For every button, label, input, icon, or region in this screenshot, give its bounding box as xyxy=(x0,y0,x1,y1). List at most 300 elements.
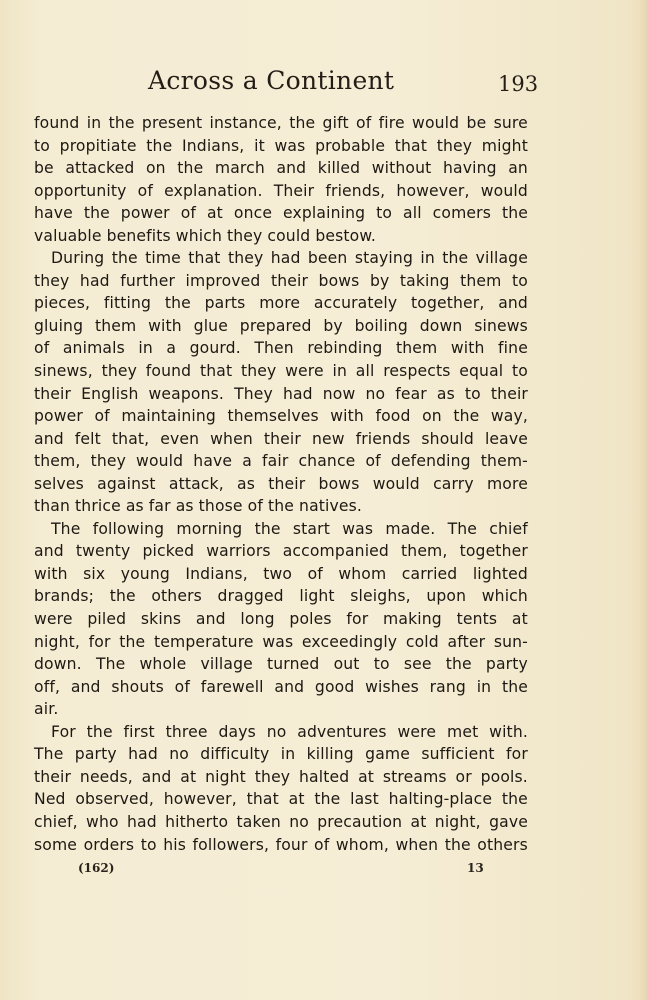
word: and xyxy=(276,159,307,178)
word: at xyxy=(206,204,223,223)
word: found xyxy=(145,362,192,381)
word: gift xyxy=(322,114,349,132)
word: of xyxy=(307,564,323,583)
word: and xyxy=(141,767,172,786)
word: them- xyxy=(480,452,528,471)
word: in xyxy=(332,362,348,381)
word: themselves xyxy=(227,407,319,426)
word: killed xyxy=(317,159,361,178)
word: pools. xyxy=(480,767,528,786)
word: glue xyxy=(193,316,228,335)
text-line xyxy=(34,430,528,453)
word: they xyxy=(90,452,126,471)
word: time xyxy=(145,249,181,268)
word: to xyxy=(376,204,393,223)
word: Then xyxy=(254,339,294,358)
text-line xyxy=(34,633,528,656)
text-line xyxy=(34,836,528,859)
word: was xyxy=(342,519,374,538)
word: cold xyxy=(405,632,439,651)
word: at xyxy=(288,790,305,809)
text-line xyxy=(34,497,528,520)
text-line xyxy=(34,475,528,498)
word: the xyxy=(453,407,480,426)
text-line xyxy=(34,813,528,836)
word: more xyxy=(486,474,528,493)
word: During xyxy=(51,249,105,268)
page-edge xyxy=(637,0,647,1000)
word: to xyxy=(34,136,50,155)
word: as xyxy=(237,474,256,493)
word: had xyxy=(270,249,301,268)
word: of xyxy=(356,114,372,132)
text-line xyxy=(34,227,528,250)
word: boiling xyxy=(354,316,408,335)
text-line xyxy=(34,407,528,430)
word: found xyxy=(34,114,80,132)
word: have xyxy=(193,452,233,471)
word: lighted xyxy=(472,564,528,583)
word: would xyxy=(372,474,420,493)
word: precaution xyxy=(317,812,403,831)
word: fitting xyxy=(103,294,152,313)
word: parts xyxy=(204,294,246,313)
word: halted xyxy=(299,767,350,786)
word: exceedingly xyxy=(301,632,398,651)
word: when xyxy=(395,835,439,854)
word: of xyxy=(174,677,190,696)
running-title: Across a Continent xyxy=(148,66,395,95)
word: to xyxy=(373,655,390,674)
word: the xyxy=(501,204,528,223)
page-footer xyxy=(0,861,647,881)
word: more xyxy=(259,294,301,313)
word: sun- xyxy=(493,632,528,651)
word: hitherto xyxy=(165,812,229,831)
word: been xyxy=(307,249,348,268)
word: friends xyxy=(355,429,411,448)
word: four xyxy=(275,835,308,854)
word: with. xyxy=(489,722,528,741)
word: two xyxy=(263,564,293,583)
word: of xyxy=(34,339,50,358)
word: chief xyxy=(489,519,528,538)
word: had xyxy=(79,271,110,290)
word: days xyxy=(218,722,256,741)
word: of xyxy=(137,181,153,200)
word: in xyxy=(280,745,296,764)
text-line xyxy=(34,678,528,701)
word: by xyxy=(369,271,390,290)
word: for xyxy=(346,610,369,629)
word: selves xyxy=(34,474,84,493)
word: some xyxy=(34,835,78,854)
word: present xyxy=(141,114,203,132)
word: pieces, xyxy=(34,294,91,313)
word: followers, xyxy=(192,835,270,854)
word: sinews xyxy=(474,316,528,335)
word: their xyxy=(490,384,528,403)
word: and xyxy=(34,429,64,448)
word: fire xyxy=(378,114,405,132)
word: with xyxy=(450,339,485,358)
word: Their xyxy=(273,181,315,200)
word: attack, xyxy=(168,474,224,493)
word: the xyxy=(146,136,173,155)
word: valuable xyxy=(34,226,102,245)
word: difficulty xyxy=(200,745,270,764)
word: see xyxy=(403,655,432,674)
text-line xyxy=(34,249,528,272)
word: game xyxy=(365,745,410,764)
word: piled xyxy=(87,610,127,629)
word: fine xyxy=(498,339,528,358)
word: brands; xyxy=(34,587,95,606)
text-line xyxy=(34,272,528,295)
word: attacked xyxy=(65,159,135,178)
word: might xyxy=(481,136,528,155)
word: their xyxy=(270,271,309,290)
word: them, xyxy=(401,542,448,561)
word: the xyxy=(268,497,295,516)
word: friends, xyxy=(325,181,386,200)
word: were xyxy=(34,610,73,629)
word: in xyxy=(138,339,153,358)
word: turned xyxy=(267,655,320,674)
text-line xyxy=(34,159,528,182)
word: at xyxy=(358,767,375,786)
word: those xyxy=(198,497,243,516)
word: for xyxy=(505,745,528,764)
word: the xyxy=(119,632,146,651)
text-line xyxy=(34,385,528,408)
word: and xyxy=(195,610,226,629)
text-line xyxy=(34,204,528,227)
word: halting-place xyxy=(388,790,493,809)
word: good xyxy=(314,677,355,696)
text-line xyxy=(34,542,528,565)
word: last xyxy=(350,790,379,809)
word: them xyxy=(460,271,502,290)
word: to xyxy=(511,271,528,290)
word: explaining xyxy=(283,204,366,223)
word: first xyxy=(123,722,155,741)
word: they xyxy=(436,136,473,155)
word: on xyxy=(422,407,442,426)
word: others xyxy=(151,587,202,606)
word: start xyxy=(292,519,330,538)
word: observed, xyxy=(75,790,154,809)
text-line xyxy=(34,745,528,768)
word: it xyxy=(254,136,265,155)
word: skins xyxy=(140,610,182,629)
word: long xyxy=(240,610,275,629)
word: For xyxy=(51,722,76,741)
word: wishes xyxy=(365,677,419,696)
word: met xyxy=(446,722,479,741)
word: night, xyxy=(434,812,481,831)
word: the xyxy=(501,677,528,696)
word: propitiate xyxy=(59,136,137,155)
word: which xyxy=(175,226,222,245)
word: tents xyxy=(456,610,498,629)
word: of xyxy=(314,835,330,854)
word: village xyxy=(475,249,528,268)
word: others xyxy=(477,835,528,854)
word: march xyxy=(214,159,265,178)
word: and xyxy=(274,677,305,696)
word: farewell xyxy=(200,677,264,696)
word: rang xyxy=(429,677,466,696)
word: staying xyxy=(354,249,413,268)
word: the xyxy=(314,790,341,809)
word: picked xyxy=(142,542,195,561)
text-line xyxy=(34,790,528,813)
word: together xyxy=(459,542,528,561)
word: by xyxy=(323,316,343,335)
word: once xyxy=(233,204,273,223)
word: a xyxy=(242,452,252,471)
word: whom, xyxy=(335,835,389,854)
word: way, xyxy=(490,407,528,426)
text-line xyxy=(34,137,528,160)
word: three xyxy=(165,722,208,741)
word: the xyxy=(164,294,191,313)
word: have xyxy=(34,204,73,223)
word: gourd. xyxy=(189,339,241,358)
word: to xyxy=(464,384,481,403)
word: chance xyxy=(298,452,356,471)
word: Indians, xyxy=(185,564,248,583)
word: together, xyxy=(410,294,485,313)
word: whole xyxy=(139,655,187,674)
text-line xyxy=(34,723,528,746)
word: taken xyxy=(236,812,281,831)
word: fair xyxy=(262,452,289,471)
word: dragged xyxy=(217,587,284,606)
word: chief, xyxy=(34,812,78,831)
word: be xyxy=(34,159,54,178)
word: their xyxy=(268,474,306,493)
word: no xyxy=(289,812,309,831)
word: with xyxy=(330,407,364,426)
word: carry xyxy=(433,474,474,493)
word: at xyxy=(511,610,528,629)
word: instance, xyxy=(209,114,282,132)
word: weapons. xyxy=(148,384,225,403)
word: young xyxy=(120,564,170,583)
word: the xyxy=(442,249,469,268)
word: when xyxy=(210,429,253,448)
word: would xyxy=(136,452,184,471)
word: animals xyxy=(62,339,125,358)
word: had xyxy=(127,812,157,831)
word: killing xyxy=(306,745,354,764)
word: power xyxy=(120,204,170,223)
word: leave xyxy=(484,429,528,448)
word: probable xyxy=(315,136,386,155)
word: on xyxy=(145,159,166,178)
body-text xyxy=(34,114,528,858)
word: made. xyxy=(385,519,436,538)
word: and xyxy=(34,542,64,561)
word: as xyxy=(175,497,194,516)
text-line xyxy=(34,610,528,633)
word: Indians, xyxy=(181,136,245,155)
word: sufficient xyxy=(421,745,495,764)
word: rebinding xyxy=(307,339,383,358)
word: off, xyxy=(34,677,61,696)
word: their xyxy=(263,429,301,448)
word: or xyxy=(455,767,472,786)
word: an xyxy=(508,159,528,178)
word: could xyxy=(267,226,311,245)
word: that xyxy=(188,249,221,268)
word: however, xyxy=(396,181,470,200)
word: was xyxy=(262,632,294,651)
word: were xyxy=(397,722,437,741)
word: that xyxy=(246,790,279,809)
word: six xyxy=(83,564,106,583)
text-line xyxy=(34,768,528,791)
word: bows xyxy=(318,474,360,493)
text-line xyxy=(34,520,528,543)
word: shouts xyxy=(111,677,164,696)
word: as xyxy=(125,497,144,516)
word: warriors xyxy=(206,542,271,561)
word: benefits xyxy=(106,226,171,245)
word: and xyxy=(498,294,528,313)
word: of xyxy=(180,204,197,223)
word: a xyxy=(166,339,177,358)
word: food xyxy=(375,407,411,426)
word: sinews, xyxy=(34,362,93,381)
word: would xyxy=(412,114,460,132)
word: comers xyxy=(432,204,491,223)
word: prepared xyxy=(239,316,312,335)
word: needs, xyxy=(79,767,133,786)
word: fear xyxy=(395,384,427,403)
word: out xyxy=(333,655,360,674)
word: They xyxy=(234,384,273,403)
word: taking xyxy=(399,271,450,290)
word: opportunity xyxy=(34,181,127,200)
word: upon xyxy=(426,587,467,606)
word: The xyxy=(447,519,478,538)
word: now xyxy=(322,384,356,403)
word: explanation. xyxy=(164,181,263,200)
text-line xyxy=(34,565,528,588)
word: The xyxy=(95,655,126,674)
word: that xyxy=(394,136,428,155)
word: orders xyxy=(83,835,135,854)
word: gluing xyxy=(34,316,84,335)
word: of xyxy=(94,407,110,426)
word: was xyxy=(274,136,306,155)
word: who xyxy=(86,812,119,831)
word: the xyxy=(83,204,110,223)
word: his xyxy=(163,835,186,854)
word: they xyxy=(254,767,291,786)
word: in xyxy=(420,249,435,268)
word: to xyxy=(512,362,528,381)
word: following xyxy=(92,519,165,538)
word: down. xyxy=(34,655,82,674)
word: at xyxy=(410,812,427,831)
word: them, xyxy=(34,452,81,471)
word: morning xyxy=(176,519,243,538)
word: equal xyxy=(459,362,504,381)
word: village xyxy=(200,655,253,674)
word: the xyxy=(254,519,281,538)
text-line xyxy=(34,700,528,723)
word: poles xyxy=(289,610,332,629)
word: be xyxy=(466,114,487,132)
word: twenty xyxy=(75,542,131,561)
word: the xyxy=(109,587,136,606)
word: party xyxy=(485,655,528,674)
text-line xyxy=(34,294,528,317)
word: that xyxy=(199,362,233,381)
word: with xyxy=(34,564,68,583)
word: new xyxy=(311,429,345,448)
word: all xyxy=(403,204,422,223)
word: temperature xyxy=(153,632,254,651)
text-line xyxy=(34,317,528,340)
word: in xyxy=(476,677,492,696)
word: they xyxy=(34,271,70,290)
word: without xyxy=(371,159,432,178)
word: Ned xyxy=(34,790,66,809)
word: no xyxy=(266,722,287,741)
word: than xyxy=(34,497,71,516)
word: further xyxy=(120,271,176,290)
word: no xyxy=(365,384,386,403)
word: far xyxy=(148,497,171,516)
word: they xyxy=(240,362,277,381)
word: respects xyxy=(383,362,451,381)
word: which xyxy=(481,587,528,606)
word: were xyxy=(285,362,324,381)
word: defending xyxy=(390,452,471,471)
word: sure xyxy=(493,114,528,132)
running-head xyxy=(0,66,647,102)
word: bestow. xyxy=(315,226,376,245)
word: natives. xyxy=(299,497,363,516)
word: they xyxy=(226,226,263,245)
word: light xyxy=(299,587,335,606)
word: for xyxy=(88,632,111,651)
word: party xyxy=(74,745,117,764)
word: should xyxy=(421,429,474,448)
word: accompanied xyxy=(282,542,389,561)
word: The xyxy=(51,519,81,538)
word: The xyxy=(34,745,64,764)
word: that, xyxy=(111,429,150,448)
word: improved xyxy=(185,271,261,290)
word: the xyxy=(444,835,471,854)
sheet-number: 13 xyxy=(467,861,484,875)
text-line xyxy=(34,452,528,475)
word: English xyxy=(81,384,139,403)
text-line xyxy=(34,362,528,385)
word: no xyxy=(169,745,189,764)
word: and xyxy=(70,677,101,696)
text-line xyxy=(34,114,528,137)
word: streams xyxy=(382,767,447,786)
word: had xyxy=(128,745,158,764)
word: the xyxy=(289,114,316,132)
